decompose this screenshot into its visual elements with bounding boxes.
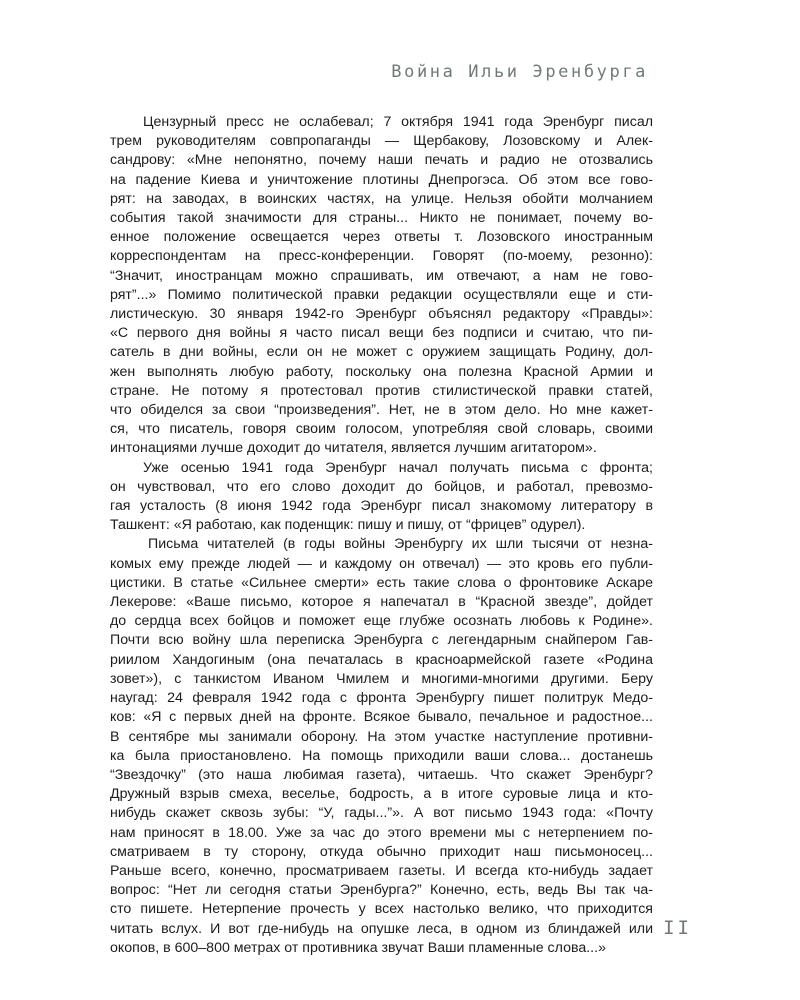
text-line: риилом Хандогиным (она печаталась в красноармейской газете «Родина — [110, 651, 653, 668]
page-number: II — [663, 917, 692, 939]
text-line: рят: на заводах, в воинских частях, на улице. Нельзя обойти молчанием — [110, 190, 653, 207]
text-line: “Звездочку” (это наша любимая газета), читаешь. Что скажет Эренбург? — [110, 766, 653, 783]
text-line: нибудь скажет сквозь зубы: “У, гады...”». А вот письмо 1943 года: «Почту — [110, 805, 653, 822]
text-line: сандрову: «Мне непонятно, почему наши печать и радио не отозвались — [110, 152, 653, 169]
text-line: рят”...» Помимо политической правки редакции осуществляли еще и сти- — [110, 286, 653, 303]
text-line: он чувствовал, что его слово доходит до бойцов, и работал, превозмо- — [110, 478, 653, 495]
text-line: вопрос: “Нет ли сегодня статьи Эренбурга?” Конечно, есть, ведь Вы так ча- — [110, 882, 653, 899]
text-line: “Значит, иностранцам можно спрашивать, им отвечают, а нам не гово- — [110, 267, 653, 284]
text-line: ка была приостановлено. На помощь приходили ваши слова... достанешь — [110, 747, 653, 764]
text-line: енное положение освещается через ответы т. Лозовского иностранным — [110, 229, 653, 246]
text-line: ков: «Я с первых дней на фронте. Всякое бывало, печальное и радостное... — [110, 709, 653, 726]
text-line: Письма читателей (в годы войны Эренбургу их шли тысячи от незна- — [148, 536, 653, 553]
text-line: стране. Не потому я протестовал против стилистической правки статей, — [110, 382, 653, 399]
text-line: «С первого дня войны я часто писал вещи без подписи и считаю, что пи- — [110, 325, 653, 342]
text-line: ся, что писатель, говоря своим голосом, употребляя свой словарь, своими — [110, 421, 653, 438]
text-line: сто пишете. Нетерпение прочесть у всех настолько велико, что приходится — [110, 901, 653, 918]
text-line: события такой значимости для страны... Никто не понимает, почему во- — [110, 210, 653, 227]
text-line: жен выполнять любую работу, поскольку она полезна Красной Армии и — [110, 363, 653, 380]
text-line: Дружный взрыв смеха, веселье, бодрость, а в итоге суровые лица и кто- — [110, 786, 653, 803]
text-line: на падение Киева и уничтожение плотины Днепрогэса. Об этом все гово- — [110, 171, 653, 188]
text-line: Уже осенью 1941 года Эренбург начал получать письма с фронта; — [143, 459, 653, 476]
paragraph-3 — [110, 535, 653, 957]
text-line: Ташкент: «Я работаю, как поденщик: пишу и пишу, от “фрицев” одурел). — [110, 517, 586, 534]
text-line: что обиделся за свои “произведения”. Нет, не в этом дело. Но мне кажет- — [110, 402, 653, 419]
text-line: Раньше всего, конечно, просматриваем газеты. И всегда кто-нибудь задает — [110, 862, 653, 879]
text-line: Лекерове: «Ваше письмо, которое я напечатал в “Красной звезде”, дойдет — [110, 594, 653, 611]
text-line: трем руководителям совпропаганды — Щербакову, Лозовскому и Алек- — [110, 133, 653, 150]
text-line: зовет»), с танкистом Иваном Чмилем и многими-многими другими. Беру — [110, 670, 653, 687]
text-line: до сердца всех бойцов и поможет еще глубже осознать любовь к Родине». — [110, 613, 653, 630]
running-head-title: Война Ильи Эренбурга — [391, 62, 648, 82]
text-line: гая усталость (8 июня 1942 года Эренбург писал знакомому литератору в — [110, 498, 653, 515]
text-line: комых ему прежде людей — и каждому он отвечал) — это кровь его публи- — [110, 555, 653, 572]
text-line: читать вслух. И вот где-нибудь на опушке леса, в одном из блиндажей или — [110, 920, 653, 937]
text-line: сатель в дни войны, если он не может с оружием защищать Родину, дол- — [110, 344, 653, 361]
paragraph-1 — [110, 113, 653, 459]
text-line: листическую. 30 января 1942-го Эренбург объяснял редактору «Правды»: — [110, 306, 653, 323]
text-line: наугад: 24 февраля 1942 года с фронта Эренбургу пишет политрук Медо- — [110, 690, 653, 707]
text-line: В сентябре мы занимали оборону. На этом участке наступление противни- — [110, 728, 653, 745]
text-line: цистики. В статье «Сильнее смерти» есть такие слова о фронтовике Аскаре — [110, 574, 653, 591]
text-line: окопов, в 600–800 метрах от противника звучат Ваши пламенные слова...» — [110, 939, 606, 956]
text-line: интонациями лучше доходит до читателя, является лучшим агитатором». — [110, 440, 597, 457]
text-line: корреспондентам на пресс-конференции. Говорят (по-моему, резонно): — [110, 248, 653, 265]
text-line: сматриваем в ту сторону, откуда обычно приходит наш письмоносец... — [110, 843, 653, 860]
text-line: нам приносят в 18.00. Уже за час до этого времени мы с нетерпением по- — [110, 824, 653, 841]
paragraph-2 — [110, 459, 653, 536]
text-line: Почти всю войну шла переписка Эренбурга с легендарным снайпером Гав- — [110, 632, 653, 649]
text-line: Цензурный пресс не ослабевал; 7 октября 1941 года Эренбург писал — [143, 114, 653, 130]
body-text — [110, 113, 653, 958]
